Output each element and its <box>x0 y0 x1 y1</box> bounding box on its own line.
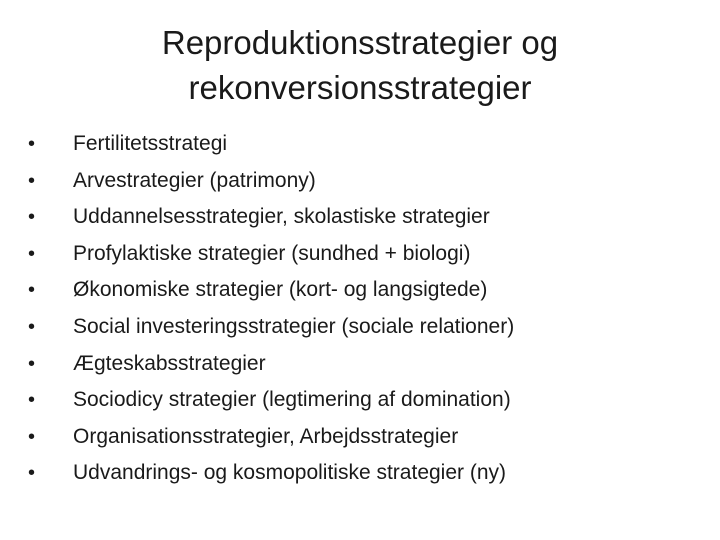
bullet-item-organisation <box>28 419 708 456</box>
bullet-text: Sociodicy strategier (legtimering af domination) <box>73 388 511 412</box>
bullet-dot-icon: • <box>28 206 36 229</box>
bullet-text: Uddannelsesstrategier, skolastiske strategier <box>73 205 490 229</box>
bullet-item-prophylactic <box>28 236 708 273</box>
bullet-text: Social investeringsstrategier (sociale relationer) <box>73 314 515 338</box>
bullet-text: Arvestrategier (patrimony) <box>73 168 316 192</box>
slide-title <box>40 20 680 110</box>
bullet-dot-icon: • <box>28 169 36 192</box>
bullet-dot-icon: • <box>28 425 36 448</box>
bullet-text: Profylaktiske strategier (sundhed + biologi) <box>73 241 471 265</box>
bullet-item-marriage <box>28 346 708 383</box>
bullet-item-emigration <box>28 455 708 492</box>
bullet-text: Organisationsstrategier, Arbejdsstrategier <box>73 424 459 448</box>
bullet-dot-icon: • <box>28 352 36 375</box>
bullet-dot-icon: • <box>28 133 36 155</box>
slide-title-line-1: Reproduktionsstrategier og <box>161 24 559 61</box>
bullet-list <box>28 126 708 492</box>
bullet-text: Ægteskabsstrategier <box>73 351 266 375</box>
bullet-dot-icon: • <box>28 279 36 302</box>
bullet-item-inheritance <box>28 163 708 200</box>
bullet-dot-icon: • <box>28 462 36 485</box>
bullet-item-social-investment <box>28 309 708 346</box>
bullet-dot-icon: • <box>28 315 36 338</box>
bullet-text: Udvandrings- og kosmopolitiske strategier (ny) <box>73 461 507 485</box>
bullet-dot-icon: • <box>28 242 36 265</box>
slide-title-line-2: rekonversionsstrategier <box>188 69 532 106</box>
bullet-item-sociodicy <box>28 382 708 419</box>
bullet-item-fertility <box>28 126 708 163</box>
bullet-dot-icon: • <box>28 389 36 412</box>
bullet-text: Økonomiske strategier (kort- og langsigtede) <box>73 278 488 302</box>
bullet-item-education <box>28 199 708 236</box>
bullet-item-economic <box>28 272 708 309</box>
bullet-text: Fertilitetsstrategi <box>73 132 228 155</box>
